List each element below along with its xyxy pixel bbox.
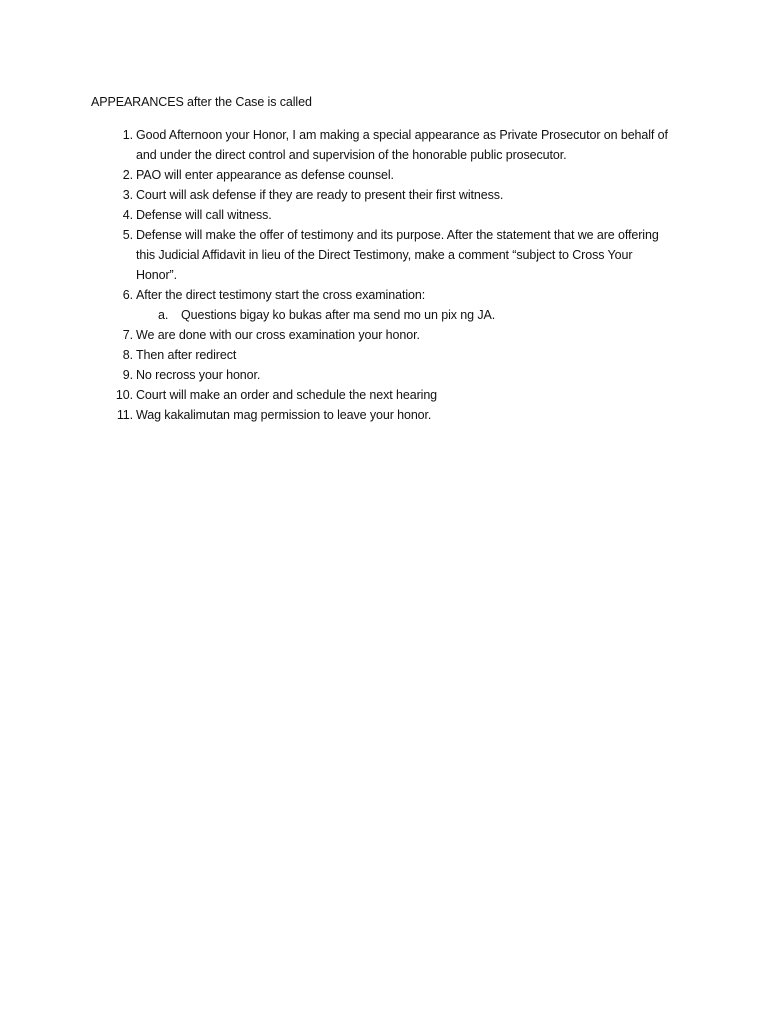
list-item-number: 7. — [122, 328, 133, 342]
list-item-text: Defense will make the offer of testimony and its purpose. After the statement that we are offering this Judicial Affidavit in lieu of the Direct Testimony, make a comment “subject to Cross Your Honor”. — [136, 228, 659, 282]
list-item-number: 3. — [122, 188, 133, 202]
list-item-text: Good Afternoon your Honor, I am making a special appearance as Private Prosecutor on behalf of and under the direct control and supervision of the honorable public prosecutor. — [136, 128, 668, 162]
list-item — [0, 405, 768, 425]
list-item — [0, 285, 768, 305]
list-item-text: Then after redirect — [136, 348, 237, 362]
list-subitem — [0, 305, 768, 325]
list-item — [0, 225, 768, 285]
list-item-number: 6. — [122, 288, 133, 302]
list-item-text: PAO will enter appearance as defense counsel. — [136, 168, 394, 182]
list-item-number: 5. — [122, 228, 133, 242]
list-item-text: After the direct testimony start the cross examination: — [136, 288, 426, 302]
list-item-number: 9. — [122, 368, 133, 382]
list-subitem-letter: a. — [158, 308, 169, 322]
list-item — [0, 345, 768, 365]
list-item-number: 1. — [122, 128, 133, 142]
list-item — [0, 185, 768, 205]
list-item-number: 11. — [116, 408, 133, 422]
list-item-number: 4. — [122, 208, 133, 222]
list-item — [0, 205, 768, 225]
list-item-text: Wag kakalimutan mag permission to leave your honor. — [136, 408, 432, 422]
list-item — [0, 385, 768, 405]
list-item — [0, 125, 768, 165]
list-item-number: 10. — [115, 388, 133, 402]
list-item-text: We are done with our cross examination your honor. — [136, 328, 420, 342]
list-item — [0, 365, 768, 385]
list-item-text: No recross your honor. — [136, 368, 261, 382]
list-item — [0, 325, 768, 345]
list-subitem-text: Questions bigay ko bukas after ma send mo un pix ng JA. — [181, 308, 496, 322]
list-item-text: Defense will call witness. — [136, 208, 272, 222]
list-item-text: Court will ask defense if they are ready to present their first witness. — [136, 188, 504, 202]
list-item-number: 2. — [122, 168, 133, 182]
list-item-text: Court will make an order and schedule the next hearing — [136, 388, 438, 402]
list-item — [0, 165, 768, 185]
numbered-list — [0, 125, 768, 425]
document-heading: APPEARANCES after the Case is called — [91, 95, 312, 109]
list-item-number: 8. — [122, 348, 133, 362]
